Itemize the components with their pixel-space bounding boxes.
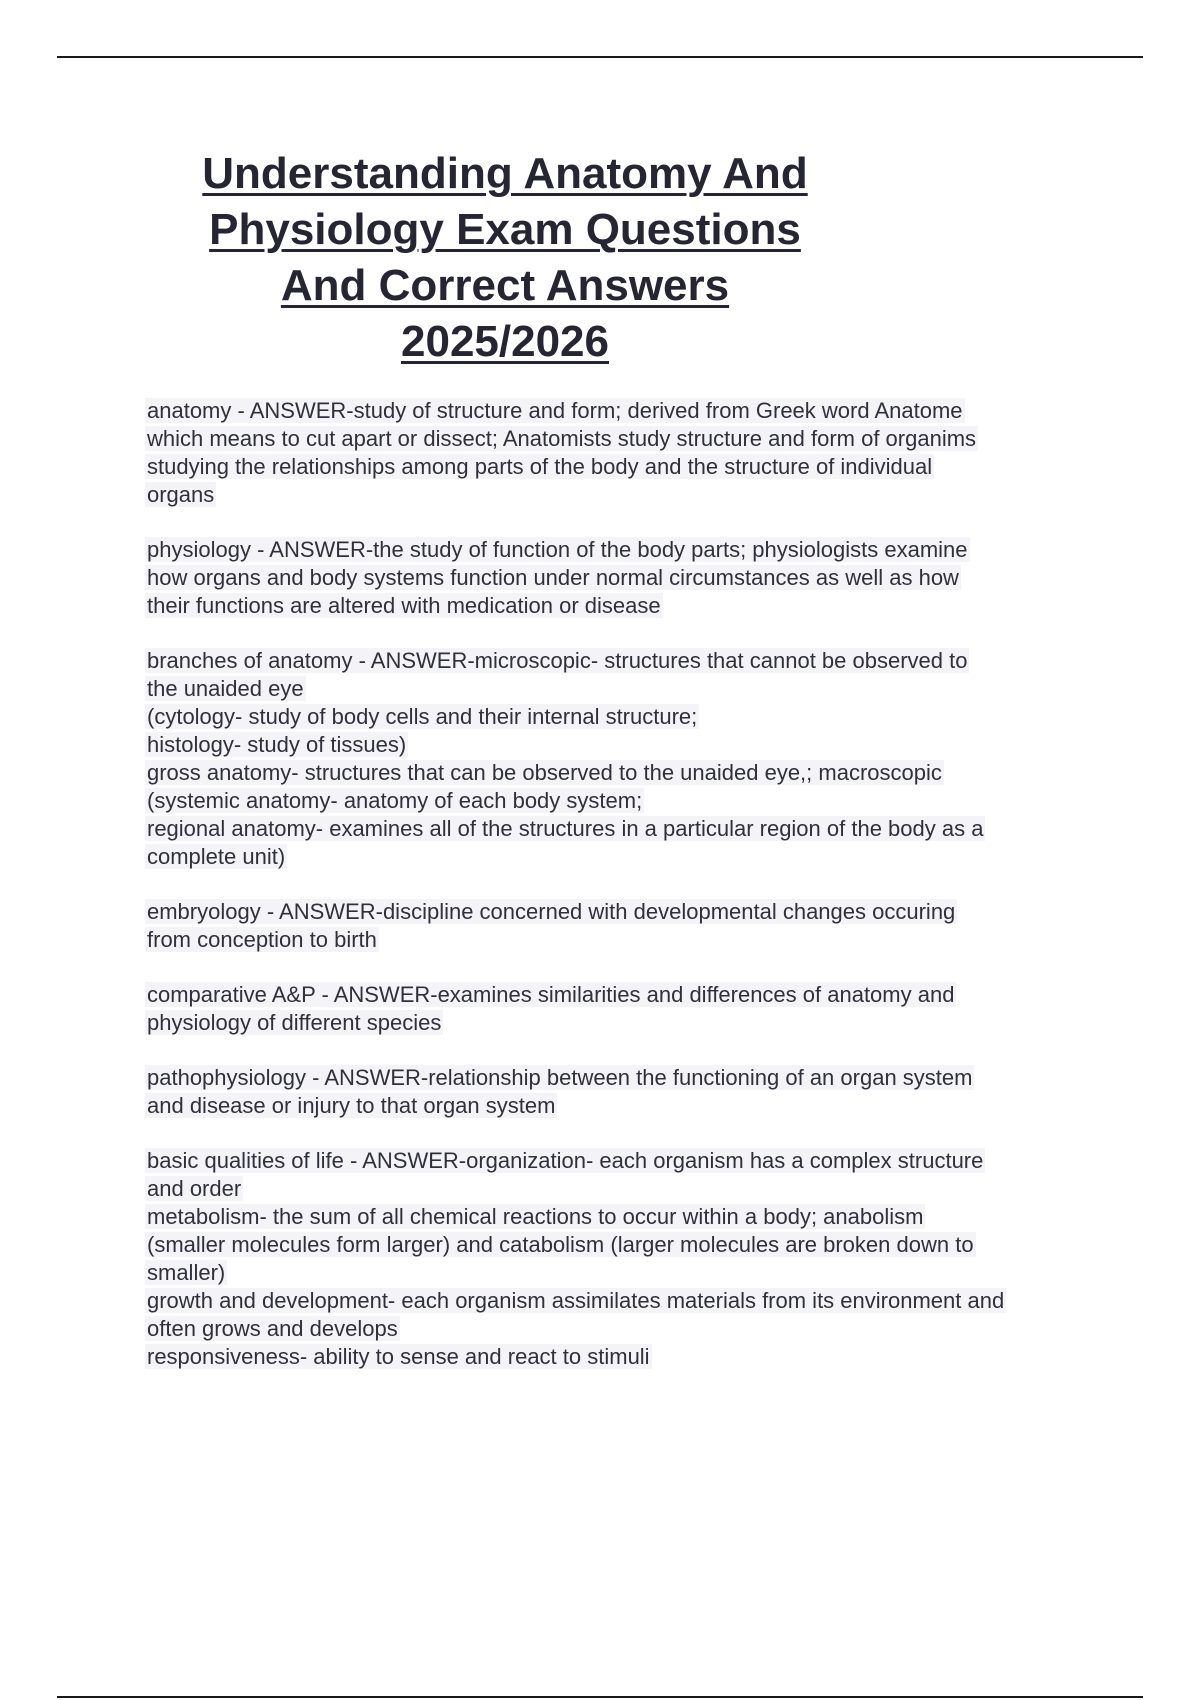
qa-entry-embryology [145, 898, 1095, 954]
entry-line: branches of anatomy - ANSWER-microscopic- structures that cannot be observed to [147, 648, 968, 673]
title-line: 2025/2026 [401, 317, 609, 366]
entry-line: smaller) [147, 1260, 226, 1285]
qa-list [145, 397, 1095, 1398]
entry-line: responsiveness- ability to sense and react to stimuli [147, 1344, 650, 1369]
entry-line: pathophysiology - ANSWER-relationship between the functioning of an organ system [147, 1065, 973, 1090]
entry-line: physiology - ANSWER-the study of function of the body parts; physiologists examine [147, 537, 968, 562]
entry-line: and disease or injury to that organ system [147, 1093, 556, 1118]
entry-line: metabolism- the sum of all chemical reactions to occur within a body; anabolism [147, 1204, 924, 1229]
qa-entry-physiology [145, 536, 1095, 620]
entry-line: studying the relationships among parts of the body and the structure of individual [147, 454, 933, 479]
entry-line: from conception to birth [147, 927, 377, 952]
entry-line: physiology of different species [147, 1010, 442, 1035]
entry-line: histology- study of tissues) [147, 732, 407, 757]
top-rule [57, 56, 1143, 58]
entry-line: (systemic anatomy- anatomy of each body system; [147, 788, 643, 813]
entry-line: (smaller molecules form larger) and catabolism (larger molecules are broken down to [147, 1232, 974, 1257]
qa-entry-anatomy [145, 397, 1095, 509]
entry-line: and order [147, 1176, 242, 1201]
entry-line: (cytology- study of body cells and their internal structure; [147, 704, 698, 729]
entry-line: complete unit) [147, 844, 286, 869]
entry-line: how organs and body systems function under normal circumstances as well as how [147, 565, 959, 590]
title-line: Physiology Exam Questions [209, 205, 801, 254]
qa-entry-branches-of-anatomy [145, 647, 1095, 871]
entry-line: their functions are altered with medication or disease [147, 593, 661, 618]
entry-line: the unaided eye [147, 676, 304, 701]
entry-line: which means to cut apart or dissect; Anatomists study structure and form of organims [147, 426, 977, 451]
entry-line: regional anatomy- examines all of the structures in a particular region of the body as a [147, 816, 984, 841]
entry-line: organs [147, 482, 215, 507]
document-title [150, 146, 860, 370]
qa-entry-pathophysiology [145, 1064, 1095, 1120]
entry-line: comparative A&P - ANSWER-examines similarities and differences of anatomy and [147, 982, 955, 1007]
entry-line: growth and development- each organism assimilates materials from its environment and [147, 1288, 1005, 1313]
qa-entry-basic-qualities-of-life [145, 1147, 1095, 1371]
bottom-rule [57, 1696, 1143, 1698]
entry-line: often grows and develops [147, 1316, 398, 1341]
entry-line: embryology - ANSWER-discipline concerned with developmental changes occuring [147, 899, 956, 924]
title-line: And Correct Answers [280, 261, 730, 310]
entry-line: basic qualities of life - ANSWER-organization- each organism has a complex structure [147, 1148, 984, 1173]
entry-line: anatomy - ANSWER-study of structure and form; derived from Greek word Anatome [147, 398, 963, 423]
entry-line: gross anatomy- structures that can be observed to the unaided eye,; macroscopic [147, 760, 942, 785]
qa-entry-comparative-ap [145, 981, 1095, 1037]
title-line: Understanding Anatomy And [202, 149, 808, 198]
